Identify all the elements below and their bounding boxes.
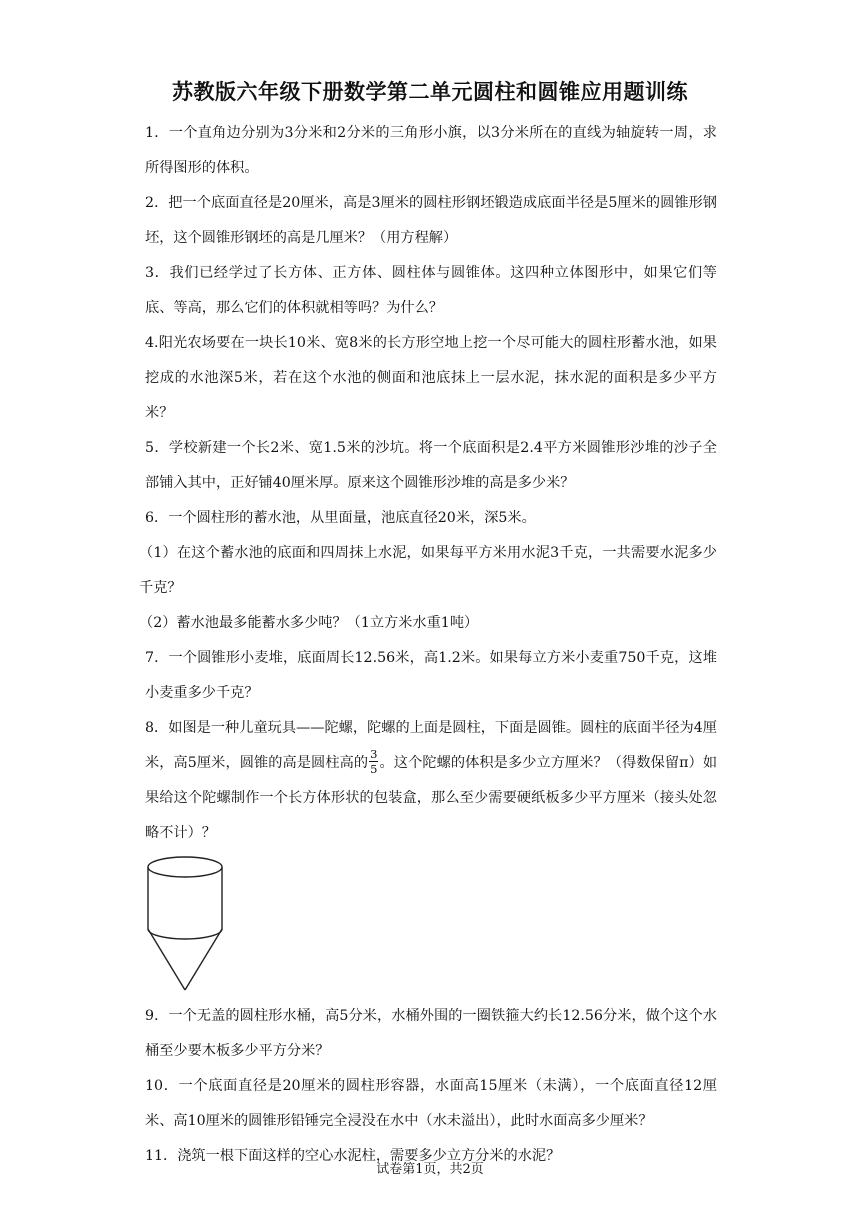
question-5: 5．学校新建一个长2米、宽1.5米的沙坑。将一个底面积是2.4平方米圆锥形沙堆的沙子全部铺入其中，正好铺40厘米厚。原来这个圆锥形沙堆的高是多少米？ bbox=[145, 440, 717, 491]
question-8-text-a: 8．如图是一种儿童玩具——陀螺，陀螺的上面是圆柱，下面是圆锥。圆柱的底面半径为4厘米，高5厘米，圆锥的高是圆柱高的 bbox=[145, 720, 717, 771]
question-11: 11．浇筑一根下面这样的空心水泥柱，需要多少立方分米的水泥？ bbox=[145, 1148, 561, 1164]
question-8-text-b: 。这个陀螺的体积是多少立方厘米？（得数保留π）如果给这个陀螺制作一个长方体形状的包装盒，那么至少需要硬纸板多少平方厘米（接头处忽略不计）？ bbox=[145, 755, 718, 841]
page-footer: 试卷第1页，共2页 bbox=[376, 1162, 484, 1177]
question-3: 3．我们已经学过了长方体、正方体、圆柱体与圆锥体。这四种立体图形中，如果它们等底、等高，那么它们的体积就相等吗？为什么？ bbox=[145, 265, 717, 316]
question-list bbox=[139, 116, 718, 1174]
page-title: 苏教版六年级下册数学第二单元圆柱和圆锥应用题训练 bbox=[172, 79, 688, 104]
cylinder-top-ellipse bbox=[148, 857, 222, 877]
question-9: 9．一个无盖的圆柱形水桶，高5分米，水桶外围的一圈铁箍大约长12.56分米，做个这个水桶至少要木板多少平方分米？ bbox=[145, 1008, 717, 1059]
fraction-denominator: 5 bbox=[370, 761, 378, 776]
fraction-numerator: 3 bbox=[370, 746, 378, 761]
question-7: 7．一个圆锥形小麦堆，底面周长12.56米，高1.2米。如果每立方米小麦重750千克，这堆小麦重多少千克？ bbox=[145, 650, 717, 701]
question-6-part-1: （1）在这个蓄水池的底面和四周抹上水泥，如果每平方米用水泥3千克，一共需要水泥多少千克？ bbox=[139, 545, 717, 596]
fraction-three-fifths bbox=[369, 747, 378, 776]
question-2: 2．把一个底面直径是20厘米，高是3厘米的圆柱形钢坯锻造成底面半径是5厘米的圆锥形钢坯，这个圆锥形钢坯的高是几厘米？（用方程解） bbox=[145, 195, 717, 246]
question-8 bbox=[145, 711, 717, 851]
question-6-part-2: （2）蓄水池最多能蓄水多少吨？（1立方米水重1吨） bbox=[139, 615, 479, 631]
spinning-top-diagram-icon bbox=[145, 853, 235, 993]
cylinder-bottom-front-arc bbox=[148, 929, 222, 939]
question-4: 4.阳光农场要在一块长10米、宽8米的长方形空地上挖一个尽可能大的圆柱形蓄水池，如果挖成的水池深5米，若在这个水池的侧面和池底抹上一层水泥，抹水泥的面积是多少平方米？ bbox=[145, 335, 717, 421]
question-1: 1．一个直角边分别为3分米和2分米的三角形小旗，以3分米所在的直线为轴旋转一周，求所得图形的体积。 bbox=[145, 125, 717, 176]
question-6: 6．一个圆柱形的蓄水池，从里面量，池底直径20米，深5米。 bbox=[145, 510, 536, 526]
question-10: 10．一个底面直径是20厘米的圆柱形容器，水面高15厘米（未满），一个底面直径12厘米、高10厘米的圆锥形铅锤完全浸没在水中（水未溢出），此时水面高多少厘米？ bbox=[145, 1078, 717, 1129]
